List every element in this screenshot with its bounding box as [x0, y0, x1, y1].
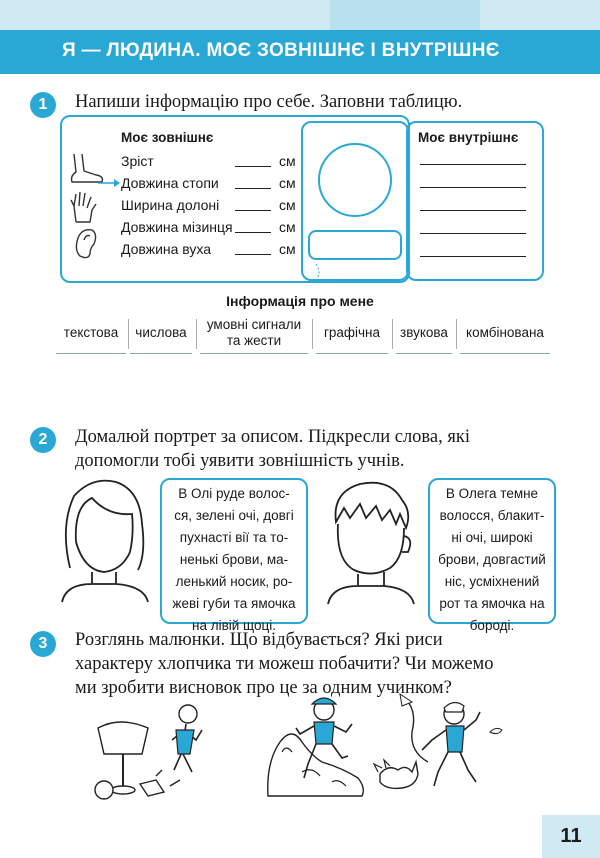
- external-heading: Моє зовнішнє: [121, 130, 214, 145]
- internal-line[interactable]: [420, 233, 526, 234]
- internal-line[interactable]: [420, 210, 526, 211]
- desc-line: брови, довгастий: [438, 552, 546, 567]
- info-type[interactable]: текстова: [56, 313, 126, 354]
- broken-lamp-scene-illustration: [90, 700, 250, 804]
- arrow-icon: [98, 177, 122, 189]
- task3-text-line3: ми зробити висновок про це за одним учинком?: [75, 678, 452, 698]
- info-type[interactable]: комбінована: [460, 313, 550, 354]
- internal-box: [406, 121, 544, 281]
- row-label: Довжина стопи: [121, 175, 219, 191]
- desc-line: ніс, усміхнений: [444, 574, 540, 589]
- row-foot-length: [121, 175, 301, 195]
- row-label: Довжина мізинця: [121, 219, 233, 235]
- row-label: Довжина вуха: [121, 241, 212, 257]
- olia-description: [160, 478, 308, 633]
- row-unit: см: [279, 241, 296, 257]
- row-unit: см: [279, 197, 296, 213]
- boy-portrait-outline[interactable]: [320, 478, 422, 604]
- hand-icon: [68, 190, 100, 224]
- info-type[interactable]: звукова: [396, 313, 452, 354]
- desc-line: пухнасті вії та то-: [179, 530, 289, 545]
- task3-text-line1: Розглянь малюнки. Що відбувається? Які риси: [75, 630, 443, 650]
- info-types-row: [56, 313, 556, 355]
- internal-line[interactable]: [420, 256, 526, 257]
- task1-text: Напиши інформацію про себе. Заповни таблицю.: [75, 92, 463, 112]
- row-unit: см: [279, 219, 296, 235]
- girl-portrait-outline[interactable]: [52, 476, 154, 602]
- ear-icon: [72, 226, 100, 260]
- page-title: Я — ЛЮДИНА. МОЄ ЗОВНІШНЄ І ВНУТРІШНЄ: [62, 40, 500, 61]
- info-type[interactable]: графічна: [316, 313, 388, 354]
- divider: [128, 319, 129, 349]
- page-number: 11: [542, 815, 600, 858]
- title-banner: [0, 30, 600, 74]
- row-palm-width: [121, 197, 301, 217]
- portrait-circle[interactable]: [318, 143, 392, 217]
- task3-text-line2: характеру хлопчика ти можеш побачити? Чи можемо: [75, 654, 494, 674]
- task2-number: 2: [30, 427, 56, 453]
- info-title: Інформація про мене: [226, 293, 374, 309]
- row-unit: см: [279, 175, 296, 191]
- answer-line[interactable]: [235, 210, 271, 211]
- desc-line: бороді.: [469, 618, 515, 633]
- divider: [392, 319, 393, 349]
- desc-line: ні очі, широкі: [451, 530, 533, 545]
- top-strip: [0, 0, 600, 30]
- internal-heading: Моє внутрішнє: [418, 130, 519, 145]
- row-unit: см: [279, 153, 296, 169]
- desc-line: ленький носик, ро-: [175, 574, 293, 589]
- answer-line[interactable]: [235, 232, 271, 233]
- task3-number: 3: [30, 631, 56, 657]
- boy-with-stick-and-cat-illustration: [372, 692, 512, 802]
- divider: [196, 319, 197, 349]
- task2-text-line1: Домалюй портрет за описом. Підкресли слова, які: [75, 427, 471, 447]
- internal-line[interactable]: [420, 164, 526, 165]
- internal-line[interactable]: [420, 187, 526, 188]
- name-plate[interactable]: [308, 230, 402, 260]
- answer-line[interactable]: [235, 166, 271, 167]
- desc-line: В Олега темне: [445, 486, 539, 501]
- divider: [312, 319, 313, 349]
- answer-line[interactable]: [235, 254, 271, 255]
- desc-line: на лівій щоці.: [192, 618, 276, 633]
- info-type[interactable]: умовні сигнали та жести: [200, 313, 308, 354]
- oleh-description: [428, 478, 556, 633]
- desc-line: ненькі брови, ма-: [179, 552, 289, 567]
- desc-line: волосся, блакит-: [439, 508, 545, 523]
- task1-number: 1: [30, 92, 56, 118]
- row-height: [121, 153, 301, 173]
- desc-line: рот та ямочка на: [439, 596, 545, 611]
- row-label: Зріст: [121, 153, 154, 169]
- climbing-boy-illustration: [262, 692, 372, 802]
- info-type[interactable]: числова: [130, 313, 192, 354]
- string-icon: [312, 262, 332, 282]
- desc-line: В Олі руде волос-: [178, 486, 290, 501]
- desc-line: ся, зелені очі, довгі: [174, 508, 294, 523]
- task2-text-line2: допомогли тобі уявити зовнішність учнів.: [75, 451, 405, 471]
- row-finger-length: [121, 219, 301, 239]
- desc-line: жеві губи та ямочка: [172, 596, 296, 611]
- row-label: Ширина долоні: [121, 197, 220, 213]
- divider: [456, 319, 457, 349]
- answer-line[interactable]: [235, 188, 271, 189]
- row-ear-length: [121, 241, 301, 261]
- top-strip-tab: [330, 0, 480, 30]
